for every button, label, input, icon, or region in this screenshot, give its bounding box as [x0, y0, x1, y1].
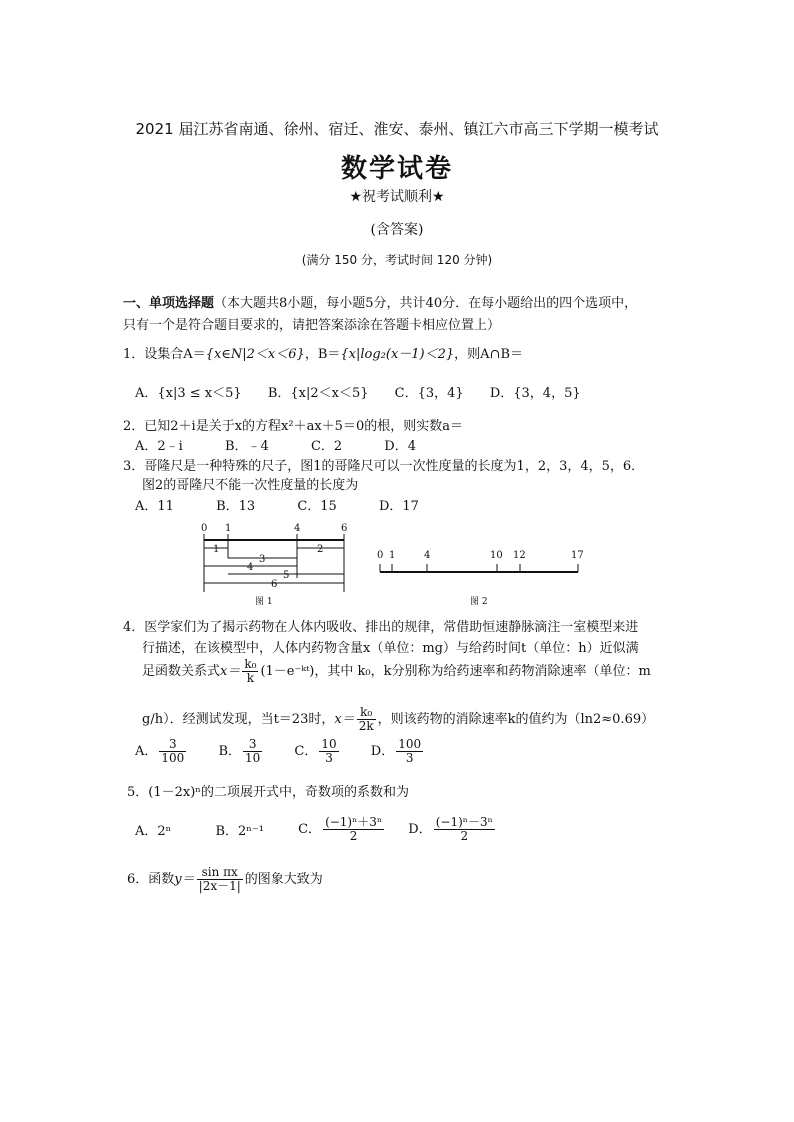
q5-option-c[interactable] [298, 816, 386, 843]
exam-title: 2021 届江苏省南通、徐州、宿迁、淮安、泰州、镇江六市高三下学期一模考试 [135, 120, 659, 138]
q5-option-b[interactable] [215, 820, 264, 839]
q1-option-b[interactable]: B．{x|2＜x＜5} [267, 386, 369, 401]
q2-options [135, 435, 438, 454]
option-numerator: (−1)ⁿ＋3ⁿ [325, 815, 383, 829]
q5-expression: (1－2x)ⁿ [148, 785, 201, 800]
fig1-caption: 图 1 [255, 597, 273, 607]
option-label: B． [218, 744, 241, 760]
q4-condition-numerator: k₀ [357, 706, 376, 720]
q3-option-a[interactable]: A．11 [135, 499, 174, 514]
q3-stem-1: 哥隆尺是一种特殊的尺子，图1的哥隆尺可以一次性度量的长度为1，2，3，4，5，6． [144, 459, 645, 474]
q2-option-a[interactable]: A．2﹣i [135, 439, 183, 454]
option-denominator: 2 [460, 829, 469, 844]
q3-option-d[interactable]: D．17 [378, 499, 419, 514]
q2-option-b[interactable]: B．﹣4 [224, 439, 269, 454]
fig2-mark-label: 4 [424, 550, 431, 561]
fig1-segment-label: 6 [271, 579, 278, 590]
question-6 [127, 866, 323, 893]
fig1-segment-label: 3 [259, 554, 266, 565]
option-label: A． [135, 824, 158, 840]
q3-stem-2: 图2的哥隆尺不能一次性度量的长度为 [142, 478, 359, 493]
section-title: 一、单项选择题 [123, 296, 215, 311]
question-number: 2． [123, 419, 145, 434]
q6-lhs: y＝ [174, 872, 195, 888]
q6-stem-a: 函数 [148, 872, 175, 888]
option-text: 2ⁿ [157, 824, 172, 840]
q1-options [135, 382, 603, 401]
golomb-ruler-figure-1 [195, 518, 365, 610]
good-luck-line: ★祝考试顺利★ [349, 189, 445, 205]
q5-option-a[interactable] [135, 820, 171, 839]
fig2-mark-label: 10 [490, 550, 503, 561]
fig2-mark-label: 0 [377, 550, 384, 561]
option-denominator: 2 [349, 829, 358, 844]
q3-options [135, 495, 441, 514]
option-numerator: (−1)ⁿ－3ⁿ [435, 815, 493, 829]
section-instructions-2: 只有一个是符合题目要求的，请把答案添涂在答题卡相应位置上） [123, 318, 501, 333]
answer-note: (含答案) [370, 222, 424, 238]
fig1-segment-label: 5 [283, 570, 290, 581]
fig1-mark-label: 4 [294, 523, 301, 534]
q2-stem: 已知2＋i是关于x的方程x²＋ax＋5＝0的根，则实数a＝ [144, 419, 463, 434]
option-label: C． [298, 822, 322, 838]
section-heading [123, 292, 637, 311]
q4-line-4-b: ，则该药物的消除速率k的值约为（ln2≈0.69） [377, 712, 655, 728]
q4-condition-denominator: 2k [358, 719, 374, 734]
golomb-ruler-figure-2 [370, 540, 590, 610]
q2-option-d[interactable]: D．4 [384, 439, 416, 454]
fig2-mark-label: 17 [571, 550, 584, 561]
q4-option-a[interactable] [135, 738, 188, 765]
q1-stem-b: ，B＝ [304, 347, 341, 362]
q4-formula-tail: (1－e⁻ᵏᵗ) [260, 664, 315, 680]
q1-option-a[interactable]: A．{x|3 ≤ x＜5} [135, 386, 242, 401]
fig2-caption: 图 2 [470, 597, 488, 607]
q4-line-2: 行描述，在该模型中，人体内药物含量x（单位：mg）与给药时间t（单位：h）近似满 [142, 641, 639, 656]
option-denominator: 100 [161, 751, 185, 766]
q1-option-c[interactable]: C．{3，4} [394, 386, 464, 401]
fig2-mark-label: 1 [389, 550, 396, 561]
subject-title: 数学试卷 [340, 154, 453, 184]
q4-option-b[interactable] [218, 738, 264, 765]
question-number: 1． [123, 347, 145, 362]
q4-line-3-a: 足函数关系式 [142, 664, 221, 680]
q4-formula-lhs: x＝ [220, 664, 241, 680]
fig1-mark-label: 0 [201, 523, 208, 534]
fig1-segment-label: 2 [317, 544, 324, 555]
option-numerator: 3 [243, 738, 262, 752]
option-denominator: 10 [245, 751, 261, 766]
q4-line-4-x: x＝ [334, 712, 355, 728]
q4-formula-fraction [242, 658, 258, 685]
option-label: B． [215, 824, 238, 840]
q5-stem: 的二项展开式中，奇数项的系数和为 [200, 785, 409, 800]
q6-stem-b: 的图象大致为 [244, 872, 323, 888]
question-2 [123, 415, 463, 434]
q5-option-d[interactable] [408, 816, 497, 843]
q4-formula-denominator: k [246, 671, 255, 686]
q6-function-fraction [197, 866, 243, 893]
q1-set-b: {x|log₂(x－1)＜2} [340, 347, 455, 362]
q1-option-d[interactable]: D．{3，4，5} [489, 386, 581, 401]
q3-option-c[interactable]: C．15 [297, 499, 337, 514]
option-label: C． [294, 744, 318, 760]
q6-numerator: sin πx [197, 866, 243, 880]
section-instructions-1: （本大题共8小题，每小题5分，共计40分．在每小题给出的四个选项中， [214, 296, 638, 311]
option-numerator: 10 [321, 737, 337, 751]
question-4 [123, 616, 638, 635]
q4-line-3 [142, 658, 651, 685]
option-label: D． [408, 822, 432, 838]
option-numerator: 3 [159, 738, 186, 752]
question-1 [123, 343, 523, 362]
q5-options [135, 816, 519, 843]
q4-line-4 [142, 706, 654, 733]
question-5 [127, 781, 409, 800]
q4-option-d[interactable] [371, 738, 425, 765]
q4-options [135, 738, 447, 765]
q4-line-3-b: ，其中 k₀，k分别称为给药速率和药物消除速率（单位：m [314, 664, 651, 680]
option-label: D． [370, 744, 395, 760]
question-3 [123, 455, 644, 474]
q4-option-c[interactable] [294, 738, 340, 765]
q6-denominator: |2x－1| [198, 879, 241, 894]
option-numerator: 100 [398, 737, 422, 751]
fig1-segment-label: 1 [213, 544, 220, 555]
q3-option-b[interactable]: B．13 [216, 499, 256, 514]
option-denominator: 3 [405, 751, 414, 766]
q1-set-a: {x∈N|2＜x＜6} [205, 347, 305, 362]
q4-line-1: 医学家们为了揭示药物在人体内吸收、排出的规律，常借助恒速静脉滴注一室模型来进 [144, 620, 639, 635]
q1-stem-a: 设集合A＝ [144, 347, 206, 362]
fig1-mark-label: 6 [341, 523, 348, 534]
score-info: (满分 150 分，考试时间 120 分钟) [301, 253, 493, 267]
fig1-segment-label: 4 [247, 562, 254, 573]
q4-formula-numerator: k₀ [244, 657, 257, 671]
option-denominator: 3 [325, 751, 333, 766]
q4-condition-fraction [357, 706, 376, 733]
q2-option-c[interactable]: C．2 [310, 439, 343, 454]
fig2-mark-label: 12 [513, 550, 526, 561]
question-number: 3． [123, 459, 145, 474]
option-label: A． [135, 744, 158, 760]
q1-stem-c: ，则A∩B＝ [454, 347, 524, 362]
option-text: 2ⁿ⁻¹ [238, 824, 264, 840]
q4-line-4-a: g/h）．经测试发现，当t＝23时， [142, 712, 335, 728]
fig1-mark-label: 1 [225, 523, 232, 534]
question-number: 4． [123, 620, 145, 635]
question-number: 5． [127, 785, 149, 800]
question-number: 6． [127, 872, 149, 888]
